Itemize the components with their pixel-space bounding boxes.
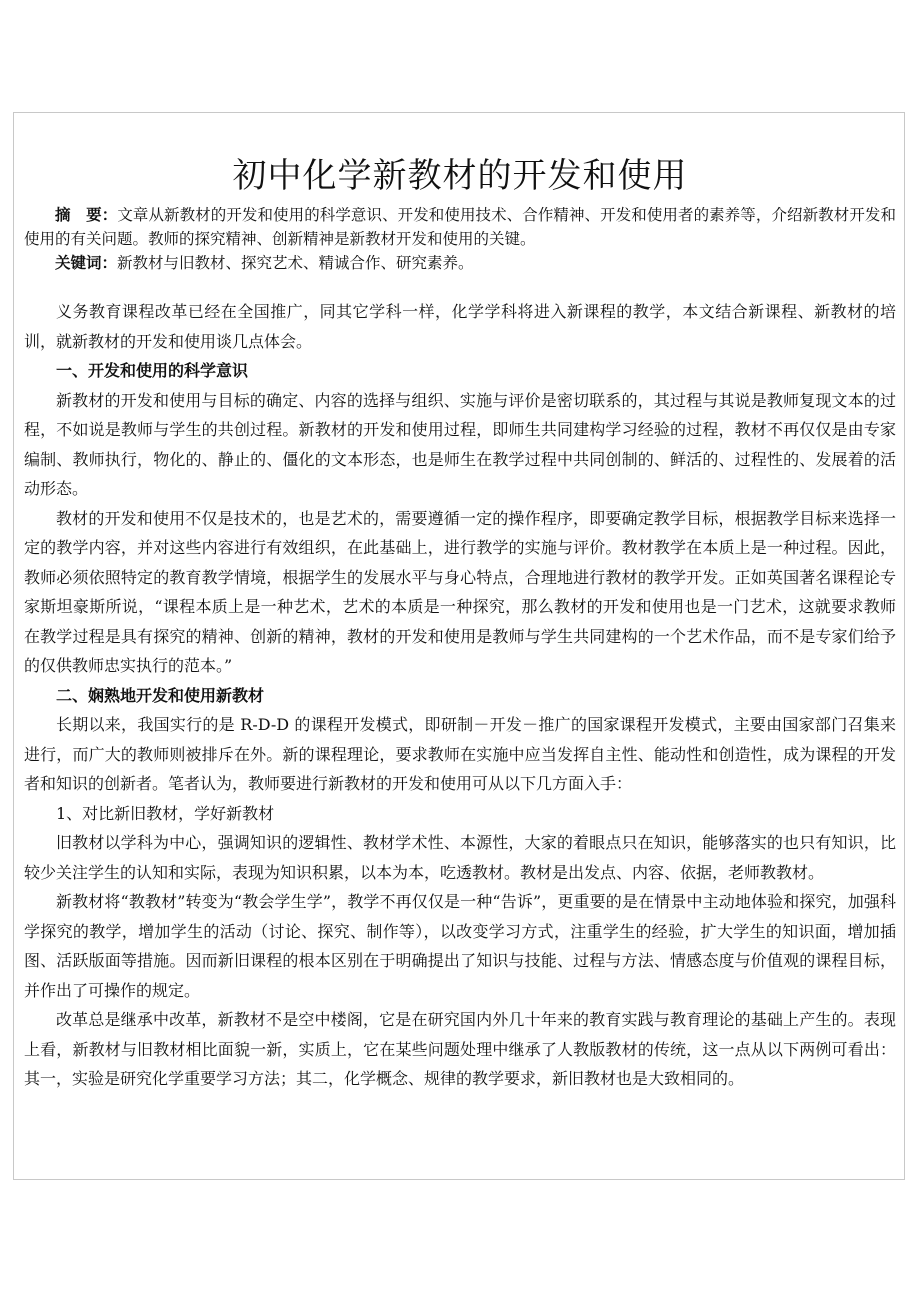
keywords	[24, 251, 896, 275]
subheading-1: 1、对比新旧教材，学好新教材	[56, 803, 275, 823]
keywords-text: 新教材与旧教材、探究艺术、精诚合作、研究素养。	[117, 254, 474, 272]
abstract-text: 文章从新教材的开发和使用的科学意识、开发和使用技术、合作精神、开发和使用者的素养等，介绍新教材开发和使用的有关问题。教师的探究精神、创新精神是新教材开发和使用的关键。	[24, 206, 896, 248]
section1-paragraph: 教材的开发和使用不仅是技术的，也是艺术的，需要遵循一定的操作程序，即要确定教学目标，根据教学目标来选择一定的教学内容，并对这些内容进行有效组织，在此基础上，进行教学的实施与评价。教材教学在本质上是一种过程。因此，教师必须依照特定的教育教学情境，根据学生的发展水平与身心特点，合理地进行教材的教学开发。正如英国著名课程论专家斯坦豪斯所说，“课程本质上是一种艺术，艺术的本质是一种探究，那么教材的开发和使用也是一门艺术，这就要求教师在教学过程是具有探究的精神、创新的精神，教材的开发和使用是教师与学生共同建构的一个艺术作品，而不是专家们给予的仅供教师忠实执行的范本。”	[24, 508, 896, 675]
section-heading-2: 二、娴熟地开发和使用新教材	[56, 685, 265, 705]
section1-paragraph: 新教材的开发和使用与目标的确定、内容的选择与组织、实施与评价是密切联系的，其过程与其说是教师复现文本的过程，不如说是教师与学生的共创过程。新教材的开发和使用过程，即师生共同建构学习经验的过程，教材不再仅仅是由专家编制、教师执行，物化的、静止的、僵化的文本形态，也是师生在教学过程中共同创制的、鲜活的、过程性的、发展着的活动形态。	[24, 390, 896, 498]
section2-paragraph: 长期以来，我国实行的是 R-D-D 的课程开发模式，即研制－开发－推广的国家课程开发模式，主要由国家部门召集来进行，而广大的教师则被排斥在外。新的课程理论，要求教师在实施中应当发挥自主性、能动性和创造性，成为课程的开发者和知识的创新者。笔者认为，教师要进行新教材的开发和使用可从以下几方面入手：	[24, 715, 896, 793]
section2-sub-paragraph: 旧教材以学科为中心，强调知识的逻辑性、教材学术性、本源性，大家的着眼点只在知识，能够落实的也只有知识，比较少关注学生的认知和实际，表现为知识积累，以本为本，吃透教材。教材是出发点、内容、依据，老师教教材。	[24, 833, 896, 882]
document-title: 初中化学新教材的开发和使用	[232, 156, 688, 196]
keywords-label: 关键词：	[55, 253, 118, 272]
abstract-label: 摘 要：	[55, 205, 118, 224]
section-heading-1: 一、开发和使用的科学意识	[56, 361, 249, 380]
intro-paragraph: 义务教育课程改革已经在全国推广，同其它学科一样，化学学科将进入新课程的教学，本文结合新课程、新教材的培训，就新教材的开发和使用谈几点体会。	[24, 302, 896, 351]
section2-sub-paragraph: 新教材将“教教材”转变为“教会学生学”，教学不再仅仅是一种“告诉”，更重要的是在情景中主动地体验和探究，加强科学探究的教学，增加学生的活动（讨论、探究、制作等），以改变学习方式，注重学生的经验，扩大学生的知识面，增加插图、活跃版面等措施。因而新旧课程的根本区别在于明确提出了知识与技能、过程与方法、情感态度与价值观的课程目标，并作出了可操作的规定。	[24, 892, 896, 1000]
abstract	[24, 203, 896, 251]
section2-sub-paragraph: 改革总是继承中改革，新教材不是空中楼阁，它是在研究国内外几十年来的教育实践与教育理论的基础上产生的。表现上看，新教材与旧教材相比面貌一新，实质上，它在某些问题处理中继承了人教版教材的传统，这一点从以下两例可看出：其一，实验是研究化学重要学习方法；其二，化学概念、规律的教学要求，新旧教材也是大致相同的。	[24, 1010, 896, 1088]
document-body	[24, 148, 896, 1094]
spacer	[24, 275, 896, 297]
